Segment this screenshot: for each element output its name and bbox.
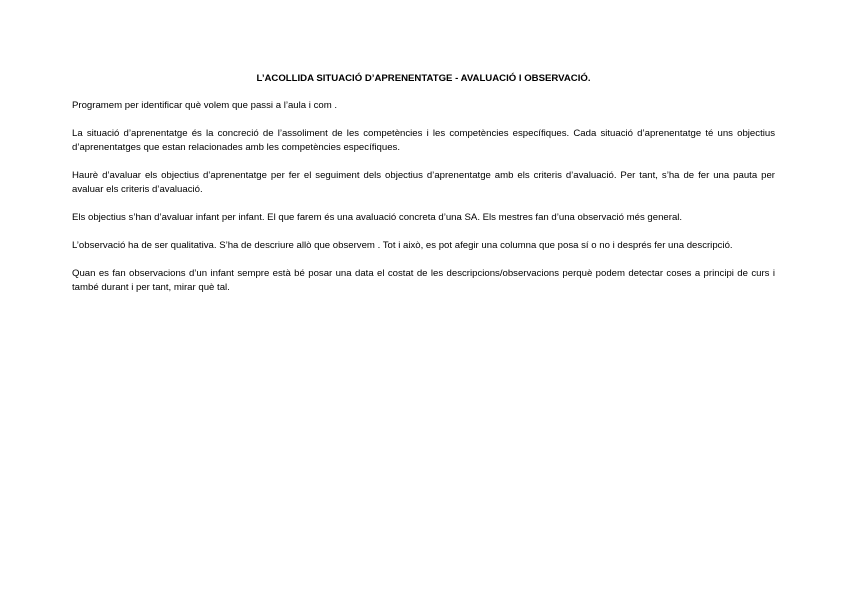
paragraph-dated-observations: Quan es fan observacions d’un infant sempre està bé posar una data el costat de les descripcions/observacions perquè podem detectar coses a principi de curs i també durant i per tant, mirar què tal.	[72, 268, 775, 293]
paragraph-assessment-criteria: Haurè d’avaluar els objectius d’aprenentatge per fer el seguiment dels objectius d’aprenentatge amb els criteris d’avaluació. Per tant, s’ha de fer una pauta per avaluar els criteris d’avaluació.	[72, 170, 775, 195]
paragraph-qualitative-observation: L’observació ha de ser qualitativa. S’ha de descriure allò que observem . Tot i això, es pot afegir una columna que posa sí o no i després fer una descripció.	[72, 240, 733, 251]
document-title: L’ACOLLIDA SITUACIÓ D’APRENENTATGE - AVALUACIÓ I OBSERVACIÓ.	[256, 73, 591, 84]
document-page	[72, 72, 775, 309]
paragraph-learning-situation: La situació d’aprenentatge és la concreció de l’assoliment de les competències i les competències específiques. Cada situació d’aprenentatge té uns objectius d’aprenentatges que estan relacionades amb les competències específiques.	[72, 128, 775, 153]
paragraph-programming: Programem per identificar què volem que passi a l’aula i com .	[72, 100, 338, 111]
paragraph-individual-assessment: Els objectius s’han d’avaluar infant per infant. El que farem és una avaluació concreta d’una SA. Els mestres fan d’una observació més general.	[72, 212, 683, 223]
